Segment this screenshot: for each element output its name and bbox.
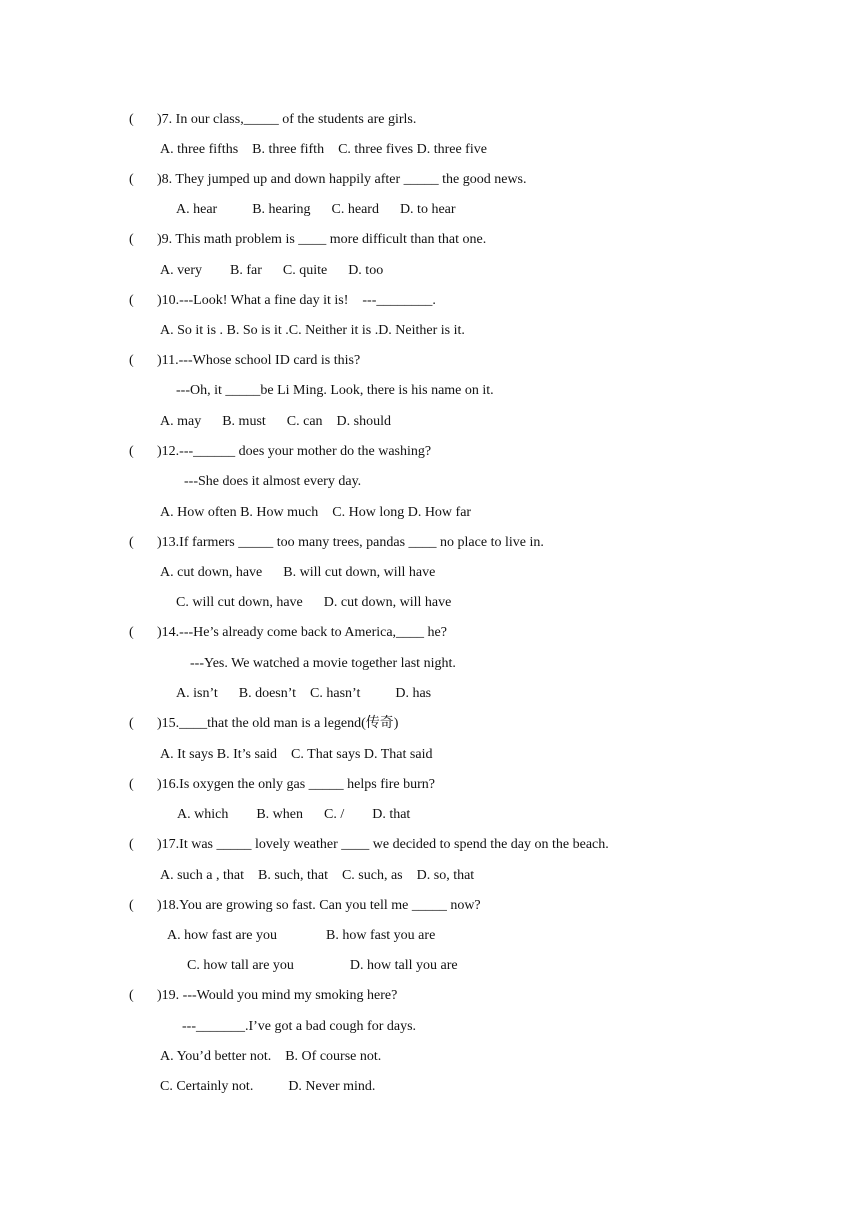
question-17-stem: )17.It was _____ lovely weather ____ we decided to spend the day on the beach. (157, 837, 609, 852)
question-19-options-row2: C. Certainly not. D. Never mind. (160, 1079, 376, 1094)
question-8-stem: )8. They jumped up and down happily after _____ the good news. (157, 172, 527, 187)
answer-paren-q16: ( (129, 777, 134, 792)
question-10-options: A. So it is . B. So is it .C. Neither it is .D. Neither is it. (160, 323, 465, 338)
question-19-options-row1: A. You’d better not. B. Of course not. (160, 1049, 382, 1064)
question-13-stem: )13.If farmers _____ too many trees, pandas ____ no place to live in. (157, 535, 544, 550)
question-18-options-row2: C. how tall are you D. how tall you are (187, 958, 458, 973)
question-18-options-row1: A. how fast are you B. how fast you are (167, 928, 436, 943)
question-15-options: A. It says B. It’s said C. That says D. That said (160, 747, 433, 762)
answer-paren-q19: ( (129, 988, 134, 1003)
answer-paren-q14: ( (129, 625, 134, 640)
question-19-stem: )19. ---Would you mind my smoking here? (157, 988, 398, 1003)
question-14-dialogue: ---Yes. We watched a movie together last night. (190, 656, 456, 671)
question-12-stem: )12.---______ does your mother do the washing? (157, 444, 432, 459)
answer-paren-q7: ( (129, 112, 134, 127)
question-12-dialogue: ---She does it almost every day. (184, 474, 362, 489)
question-10-stem: )10.---Look! What a fine day it is! ---________. (157, 293, 436, 308)
answer-paren-q13: ( (129, 535, 134, 550)
question-19-dialogue: ---_______.I’ve got a bad cough for days. (182, 1019, 417, 1034)
answer-paren-q12: ( (129, 444, 134, 459)
question-14-stem: )14.---He’s already come back to America,____ he? (157, 625, 447, 640)
question-12-options: A. How often B. How much C. How long D. How far (160, 505, 472, 520)
question-18-stem: )18.You are growing so fast. Can you tell me _____ now? (157, 898, 481, 913)
question-7-options: A. three fifths B. three fifth C. three fives D. three five (160, 142, 487, 157)
answer-paren-q8: ( (129, 172, 134, 187)
answer-paren-q11: ( (129, 353, 134, 368)
question-11-dialogue: ---Oh, it _____be Li Ming. Look, there is his name on it. (176, 383, 494, 398)
question-17-options: A. such a , that B. such, that C. such, as D. so, that (160, 868, 475, 883)
question-9-stem: )9. This math problem is ____ more difficult than that one. (157, 232, 487, 247)
answer-paren-q17: ( (129, 837, 134, 852)
question-11-stem: )11.---Whose school ID card is this? (157, 353, 361, 368)
question-13-options-row1: A. cut down, have B. will cut down, will have (160, 565, 436, 580)
question-7-stem: )7. In our class,_____ of the students are girls. (157, 112, 417, 127)
answer-paren-q15: ( (129, 716, 134, 731)
answer-paren-q18: ( (129, 898, 134, 913)
question-15-stem: )15.____that the old man is a legend(传奇) (157, 716, 399, 731)
question-11-options: A. may B. must C. can D. should (160, 414, 391, 429)
question-9-options: A. very B. far C. quite D. too (160, 263, 384, 278)
question-16-stem: )16.Is oxygen the only gas _____ helps fire burn? (157, 777, 435, 792)
question-16-options: A. which B. when C. / D. that (177, 807, 411, 822)
question-13-options-row2: C. will cut down, have D. cut down, will have (176, 595, 452, 610)
answer-paren-q10: ( (129, 293, 134, 308)
answer-paren-q9: ( (129, 232, 134, 247)
question-8-options: A. hear B. hearing C. heard D. to hear (176, 202, 456, 217)
question-14-options: A. isn’t B. doesn’t C. hasn’t D. has (176, 686, 432, 701)
